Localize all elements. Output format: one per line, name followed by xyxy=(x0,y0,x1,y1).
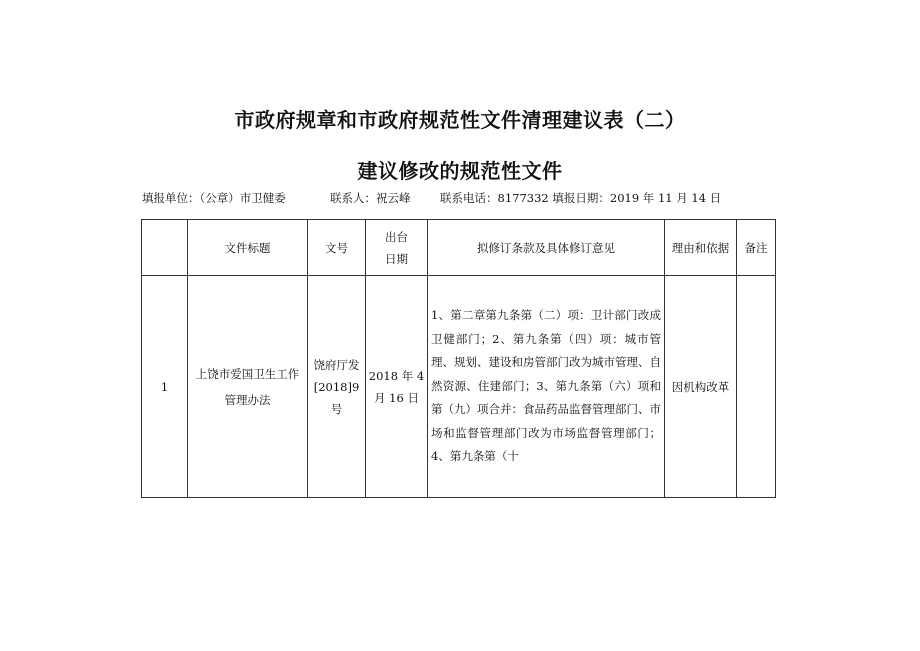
fill-unit: 填报单位：（公章）市卫健委 xyxy=(142,191,286,205)
cell-reason: 因机构改革 xyxy=(665,276,737,498)
header-doc-no: 文号 xyxy=(308,220,366,276)
cell-opinion: 1、第二章第九条第（二）项：卫计部门改成卫健部门；2、第九条第（四）项：城市管理、规划、建设和房管部门改为城市管理、自然资源、住建部门；3、第九条第（六）项和第（九）项合并：食品药品监督管理部门、市场和监督管理部门改为市场监督管理部门；4、第九条第（十 xyxy=(428,276,665,498)
header-reason: 理由和依据 xyxy=(665,220,737,276)
header-date xyxy=(366,220,428,276)
fill-phone-date: 联系电话：8177332 填报日期：2019 年 11 月 14 日 xyxy=(440,191,722,205)
fill-contact: 联系人：祝云峰 xyxy=(330,191,411,205)
header-title: 文件标题 xyxy=(188,220,308,276)
header-index xyxy=(142,220,188,276)
cell-date-line1: 2018 年 4 xyxy=(368,368,425,383)
page-title: 市政府规章和市政府规范性文件清理建议表（二） xyxy=(234,108,686,132)
cell-doc-no-line1: 饶府厅发 xyxy=(313,357,360,372)
header-date-line2: 日期 xyxy=(385,251,408,266)
page-subtitle: 建议修改的规范性文件 xyxy=(357,159,563,183)
table-row xyxy=(142,276,776,498)
cell-title: 上饶市爱国卫生工作管理办法 xyxy=(188,276,308,498)
header-remark: 备注 xyxy=(737,220,776,276)
cell-remark xyxy=(737,276,776,498)
cell-index: 1 xyxy=(142,276,188,498)
cell-doc-no-line2: [2018]9 号 xyxy=(313,379,360,416)
revision-table xyxy=(141,219,776,498)
header-opinion: 拟修订条款及具体修订意见 xyxy=(428,220,665,276)
table-header-row xyxy=(142,220,776,276)
header-date-line1: 出台 xyxy=(385,229,408,244)
cell-doc-no xyxy=(308,276,366,498)
cell-date-line2: 月 16 日 xyxy=(374,390,419,405)
cell-date xyxy=(366,276,428,498)
